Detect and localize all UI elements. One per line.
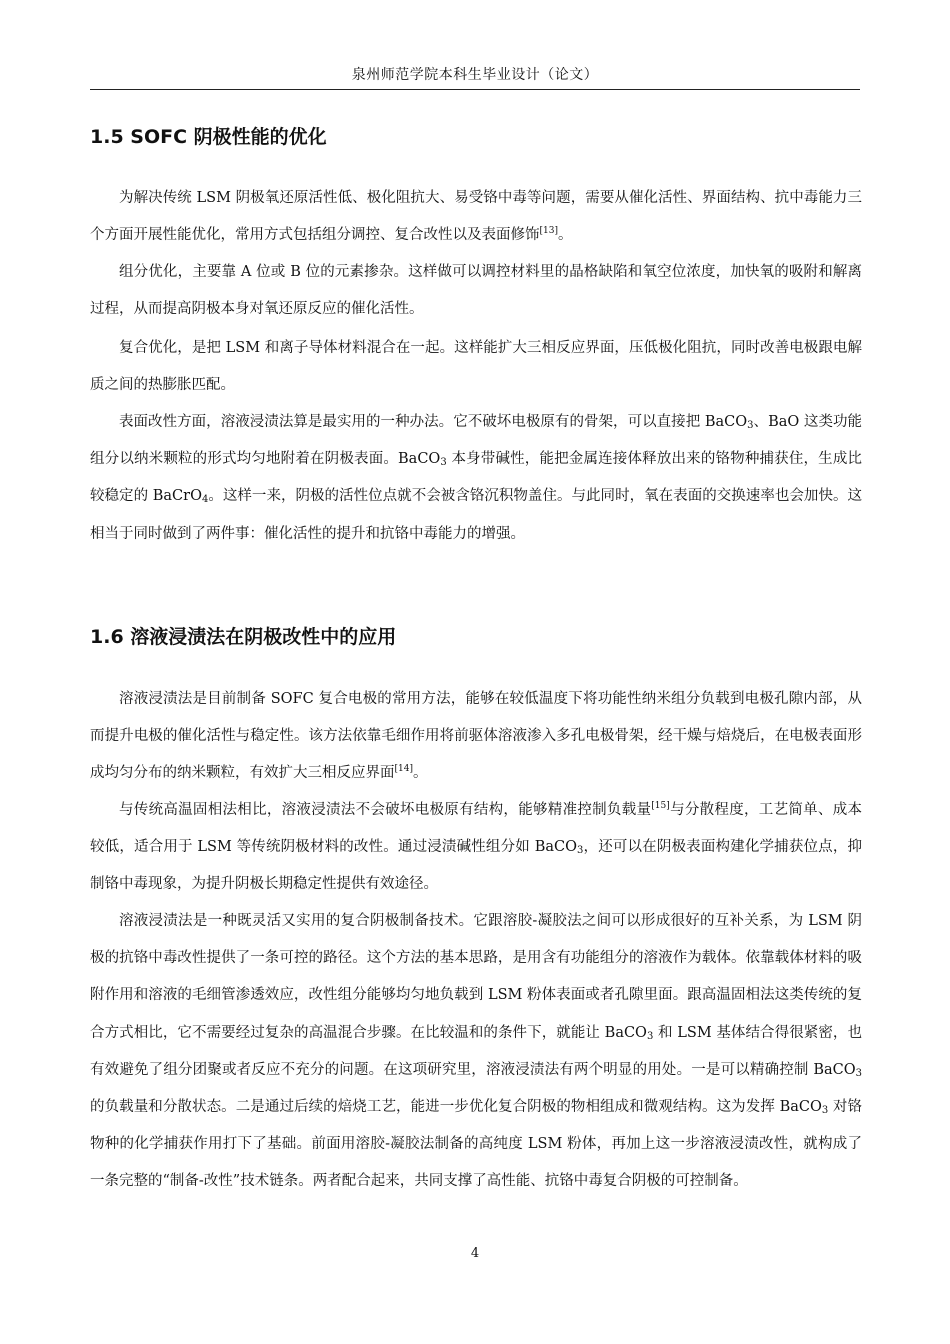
paragraph: 为解决传统 LSM 阴极氧还原活性低、极化阻抗大、易受铬中毒等问题，需要从催化活性、界面结构、抗中毒能力三个方面开展性能优化，常用方式包括组分调控、复合改性以及表面修饰[13]。	[90, 190, 862, 244]
page-number: 4	[470, 1246, 480, 1261]
header-rule	[90, 89, 860, 90]
paragraph: 溶液浸渍法是目前制备 SOFC 复合电极的常用方法，能够在较低温度下将功能性纳米组分负载到电极孔隙内部，从而提升电极的催化活性与稳定性。该方法依靠毛细作用将前驱体溶液渗入多孔电极骨架，经干燥与焙烧后，在电极表面形成均匀分布的纳米颗粒，有效扩大三相反应界面[14]。	[90, 691, 862, 782]
paragraph: 组分优化，主要靠 A 位或 B 位的元素掺杂。这样做可以调控材料里的晶格缺陷和氧空位浓度，加快氧的吸附和解离过程，从而提高阴极本身对氧还原反应的催化活性。	[90, 264, 862, 318]
paragraph: 复合优化，是把 LSM 和离子导体材料混合在一起。这样能扩大三相反应界面，压低极化阻抗，同时改善电极跟电解质之间的热膨胀匹配。	[90, 340, 862, 394]
paragraph: 与传统高温固相法相比，溶液浸渍法不会破坏电极原有结构，能够精准控制负载量[15]与分散程度，工艺简单、成本较低，适合用于 LSM 等传统阴极材料的改性。通过浸渍碱性组分如 BaCO$_3$，还可以在阴极表面构建化学捕获位点，抑制铬中毒现象，为提升阴极长期稳定性提供有效途径。	[90, 801, 862, 893]
page-header: 泉州师范学院本科生毕业设计（论文）	[351, 67, 599, 83]
section-heading-1-6: 1.6 溶液浸渍法在阴极改性中的应用	[90, 626, 397, 648]
paragraph: 溶液浸渍法是一种既灵活又实用的复合阴极制备技术。它跟溶胶-凝胶法之间可以形成很好的互补关系，为 LSM 阴极的抗铬中毒改性提供了一条可控的路径。这个方法的基本思路，是用含有功能组分的溶液作为载体。依靠载体材料的吸附作用和溶液的毛细管渗透效应，改性组分能够均匀地负载到 LSM 粉体表面或者孔隙里面。跟高温固相法这类传统的复合方式相比，它不需要经过复杂的高温混合步骤。在比较温和的条件下，就能让 BaCO$_3$ 和 LSM 基体结合得很紧密，也有效避免了组分团聚或者反应不充分的问题。在这项研究里，溶液浸渍法有两个明显的用处。一是可以精确控制 BaCO$_3$ 的负载量和分散状态。二是通过后续的焙烧工艺，能进一步优化复合阴极的物相组成和微观结构。这为发挥 BaCO$_3$ 对铬物种的化学捕获作用打下了基础。前面用溶胶-凝胶法制备的高纯度 LSM 粉体，再加上这一步溶液浸渍改性，就构成了一条完整的“制备-改性”技术链条。两者配合起来，共同支撑了高性能、抗铬中毒复合阴极的可控制备。	[90, 913, 863, 1190]
section-heading-1-5: 1.5 SOFC 阴极性能的优化	[90, 126, 327, 148]
paragraph: 表面改性方面，溶液浸渍法算是最实用的一种办法。它不破坏电极原有的骨架，可以直接把 BaCO$_3$、BaO 这类功能组分以纳米颗粒的形式均匀地附着在阴极表面。BaCO$_3$ 本身带碱性，能把金属连接体释放出来的铬物种捕获住，生成比较稳定的 BaCrO$_4$。这样一来，阴极的活性位点就不会被含铬沉积物盖住。与此同时，氧在表面的交换速率也会加快。这相当于同时做到了两件事：催化活性的提升和抗铬中毒能力的增强。	[90, 414, 863, 542]
